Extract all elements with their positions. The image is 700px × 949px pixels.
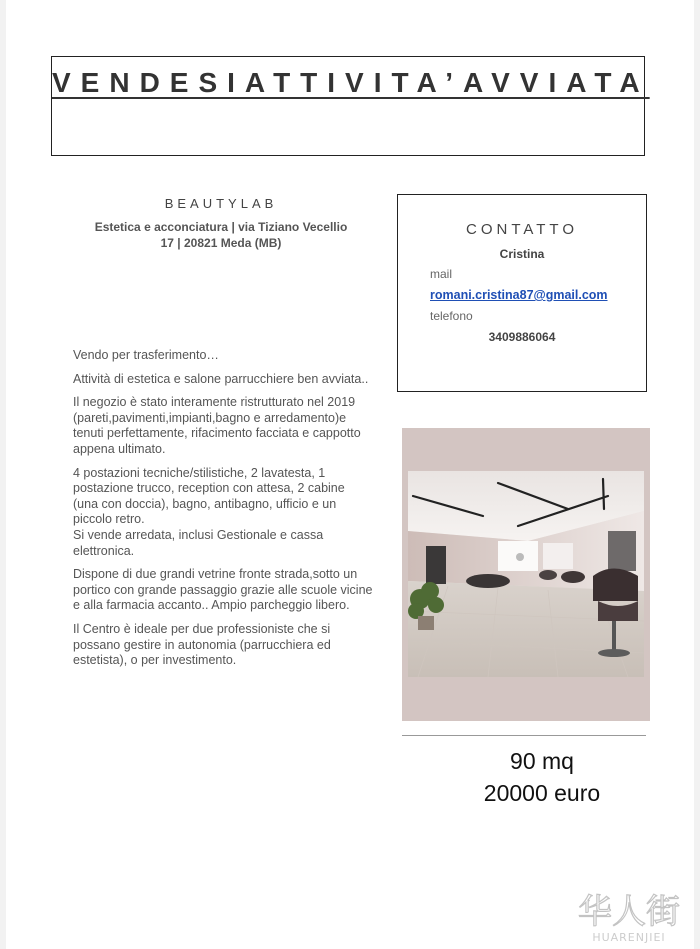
business-address-line-1: Estetica e acconciatura | via Tiziano Vecellio <box>94 220 348 234</box>
business-name: BEAUTYLAB <box>164 196 278 211</box>
description-paragraph: Vendo per trasferimento… <box>73 348 219 362</box>
huarenjie-watermark-logo <box>559 885 699 945</box>
divider <box>402 735 646 736</box>
email-link[interactable]: romani.cristina87@gmail.com <box>430 288 608 302</box>
title-box <box>51 56 650 156</box>
description-paragraph: Dispone di due grandi vetrine fronte strada,sotto un portico con grande passaggio grazie alle scuole vicine e alla farmacia accanto.. Ampio parcheggio libero. <box>73 567 373 613</box>
description <box>73 348 373 677</box>
phone-label: telefono <box>430 309 473 323</box>
description-paragraph: 4 postazioni tecniche/stilistiche, 2 lavatesta, 1 postazione trucco, reception con attesa, 2 cabine (una con doccia), bagno, antibagno, ufficio e un piccolo retro. <box>73 465 345 527</box>
description-paragraph: Il negozio è stato interamente ristrutturato nel 2019 (pareti,pavimenti,impianti,bagno e arredamento)e tenuti perfettamente, rifacimento facciata e cappotto appena ultimato. <box>73 395 361 456</box>
price: 20000 euro <box>483 780 601 806</box>
flyer-page <box>6 0 694 949</box>
description-paragraph: Attività di estetica e salone parrucchiere ben avviata.. <box>73 371 369 386</box>
page-title: VENDESIATTIVITA’AVVIATA <box>52 67 650 98</box>
svg-text:HUARENJIEI: HUARENJIEI <box>592 931 666 944</box>
phone-number: 3409886064 <box>488 330 556 344</box>
contact-name: Cristina <box>499 247 545 261</box>
description-paragraph: Si vende arredata, inclusi Gestionale e cassa elettronica. <box>73 527 324 558</box>
contact-box <box>397 194 647 392</box>
salon-photo-frame <box>402 428 650 721</box>
business-address-line-2: 17 | 20821 Meda (MB) <box>160 236 282 250</box>
salon-interior-photo <box>408 471 644 677</box>
description-paragraph: Il Centro è ideale per due professioniste che si possano gestire in autonomia (parrucchiera ed estetista), o per investimento. <box>73 621 331 668</box>
area-size: 90 mq <box>510 748 574 774</box>
svg-text:华人街: 华人街 <box>578 892 680 932</box>
contact-title: CONTATTO <box>466 221 578 238</box>
email-label: mail <box>430 267 453 281</box>
business-address <box>76 219 366 251</box>
